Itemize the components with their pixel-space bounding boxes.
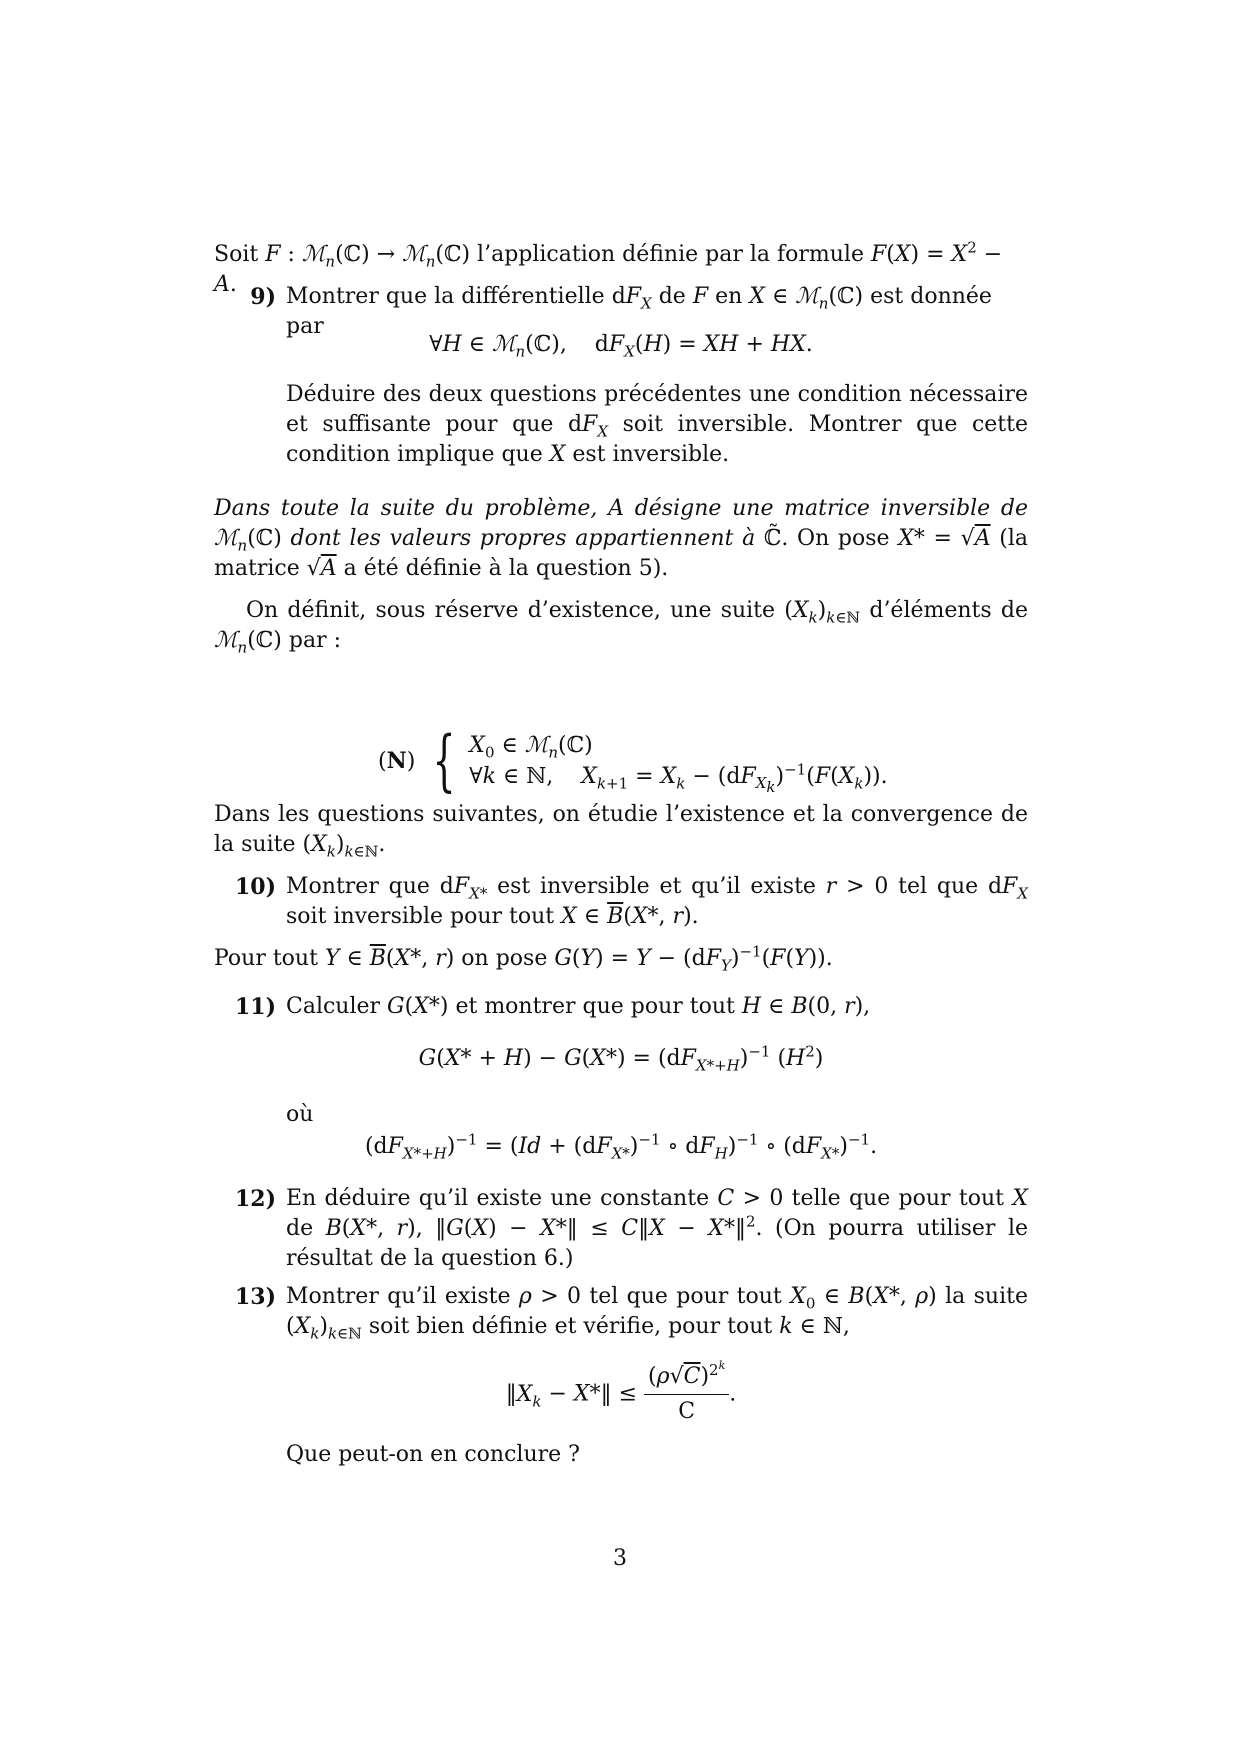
formula-lhs: $‖X_k$ − X*‖ ≤ [505,1381,638,1410]
question-9-number: 9) [250,284,276,310]
page-number: 3 [613,1546,627,1571]
question-10-number: 10) [234,874,276,900]
questions-intro-paragraph: Dans les questions suivantes, on étudie l’existence et la convergence de la suite $(X_k)_{k\in ℕ}$. [214,802,1028,861]
intro-text: Soit F : ℳ$_n$(ℂ) → ℳ$_n$(ℂ) l’application définie par la formule $F(X) = X^2 - A$. [214,238,1003,297]
question-10-text: Montrer que $dF_{X*}$ est inversible et qu’il existe r > 0 tel que $dF_X$ soit inversible pour tout X ∈ $\overline{B}(X*$, r). [286,874,1028,929]
question-9-text: Montrer que la différentielle $dF_X$ de F en X ∈ ℳ$_n$(ℂ) est donnée par [286,284,992,339]
question-12-number: 12) [234,1186,276,1212]
formula-numerator: $(\rho√C)^{2^k}$ [644,1362,729,1395]
question-13-formula: $‖X_k$ − X*‖ ≤ $\frac{(\rho√C)^{2^k}}{C}$ . [214,1362,1028,1427]
system-N [378,722,888,799]
system-line-2: ∀k ∈ ℕ, $X_{k+1} = X_k - (dF_{X_k})^{-1}(F(X_k))$. [469,760,888,797]
question-11-number: 11) [234,994,276,1020]
question-12-text: En déduire qu’il existe une constante C > 0 telle que pour tout X de B(X*, r), ‖G(X) − X*‖ ≤ C‖X − X*‖$^2$. (On pourra utiliser le résultat de la question 6.) [286,1186,1029,1271]
sequence-definition: On définit, sous réserve d’existence, une suite $(X_k)_{k\in ℕ}$ d’éléments de ℳ$_n$(ℂ) par : [214,598,1029,657]
system-line-1: $X_0$ ∈ ℳ$_n$(ℂ) [469,733,593,762]
G-definition: Pour tout Y ∈ $\overline{B}(X*$, r) on pose $G(Y) = Y - (dF_Y)^{-1}(F(Y))$. [214,942,833,975]
suite-paragraph: Dans toute la suite du problème, A désigne une matrice inversible de ℳ$_n$(ℂ) dont les valeurs propres appartiennent à ℂ̃. On pose X* = √A (la matrice √A a été définie à la question 5). [214,496,1028,581]
question-11-text: Calculer G(X*) et montrer que pour tout H ∈ B(0, r), [286,994,871,1019]
question-9-formula: ∀H ∈ ℳ$_n$(ℂ), $dF_X(H)$ = XH + HX. [429,332,813,361]
formula-denominator: C [678,1399,696,1424]
question-11-formula2: $(dF_{X*+H})^{-1} = (Id + (dF_{X*})^{-1}$ ∘ $dF_H)^{-1}$ ∘ $(dF_{X*})^{-1}$. [364,1130,878,1163]
question-13-text2: Que peut-on en conclure ? [286,1442,580,1467]
question-13-text: Montrer qu’il existe ρ > 0 tel que pour tout $X_0$ ∈ B(X*, ρ) la suite $(X_k)_{k\in ℕ}$ soit bien définie et vérifie, pour tout k ∈ ℕ, [286,1284,1028,1343]
question-11-ou: où [286,1102,314,1127]
question-11-formula: $G(X* + H) - G(X*) = (dF_{X*+H})^{-1}$ $(H^2)$ [418,1042,824,1075]
system-label: (N) [378,747,416,774]
left-brace: { [432,722,456,799]
question-13-number: 13) [234,1284,276,1310]
question-9-text2: Déduire des deux questions précédentes une condition nécessaire et suffisante pour que $dF_X$ soit inversible. Montrer que cette condition implique que X est inversible. [286,382,1029,467]
formula-fraction [644,1358,729,1427]
